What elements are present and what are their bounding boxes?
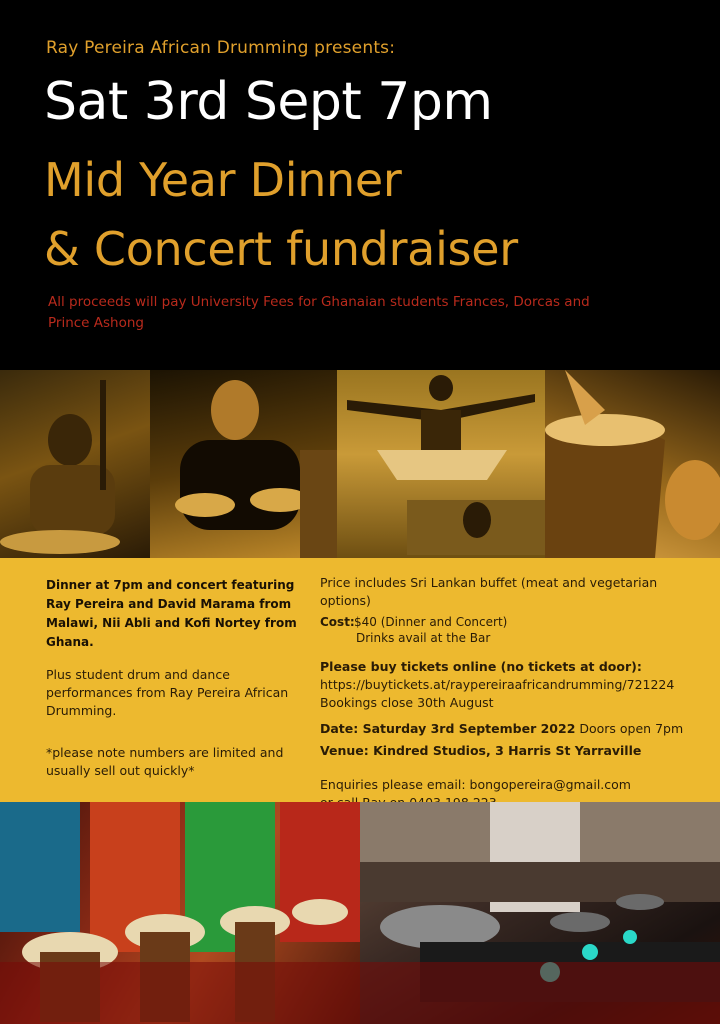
presenter-line: Ray Pereira African Drumming presents: — [46, 38, 396, 58]
cost-row — [320, 614, 710, 646]
poster-header — [0, 0, 720, 370]
enquiries-email[interactable]: Enquiries please email: bongopereira@gmail.com — [320, 777, 631, 792]
date-line — [320, 720, 710, 738]
proceeds-note: All proceeds will pay University Fees for Ghanaian students Frances, Dorcas and Prince Ashong — [48, 294, 590, 331]
student-performances: Plus student drum and dance performances from Ray Pereira African Drumming. — [46, 667, 289, 718]
event-info-panel — [0, 558, 720, 802]
photo-dancer-jumping — [337, 370, 545, 558]
bookings-close: Bookings close 30th August — [320, 695, 494, 710]
cost-details — [354, 614, 507, 646]
limited-numbers-note: *please note numbers are limited and usually sell out quickly* — [46, 745, 284, 778]
event-date-heading: Sat 3rd Sept 7pm — [44, 72, 493, 132]
concert-lineup: Dinner at 7pm and concert featuring Ray Pereira and David Marama from Malawi, Nii Abli and Kofi Nortey from Ghana. — [46, 578, 297, 649]
drinks-note: Drinks avail at the Bar — [356, 631, 491, 645]
venue-line: Venue: Kindred Studios, 3 Harris St Yarraville — [320, 743, 642, 758]
event-title-line-1: Mid Year Dinner — [44, 153, 402, 207]
event-title-line-2: & Concert fundraiser — [44, 222, 518, 276]
price-includes: Price includes Sri Lankan buffet (meat and vegetarian options) — [320, 575, 658, 608]
doors-open: Doors open 7pm — [575, 721, 684, 736]
info-right-column — [320, 574, 710, 812]
bottom-red-band — [0, 962, 720, 1024]
top-photo-strip — [0, 370, 720, 558]
buy-tickets-heading: Please buy tickets online (no tickets at door): — [320, 659, 642, 674]
photo-drum-closeup — [545, 370, 720, 558]
date-label: Date: Saturday 3rd September 2022 — [320, 721, 576, 736]
photo-drummer-smiling — [150, 370, 337, 558]
ticket-url-link[interactable]: https://buytickets.at/raypereiraafricandrumming/721224 — [320, 677, 675, 692]
cost-label: Cost: — [320, 615, 355, 629]
photo-drummer-hat — [0, 370, 150, 558]
cost-value: $40 (Dinner and Concert) — [354, 615, 508, 629]
info-left-column — [46, 576, 306, 780]
